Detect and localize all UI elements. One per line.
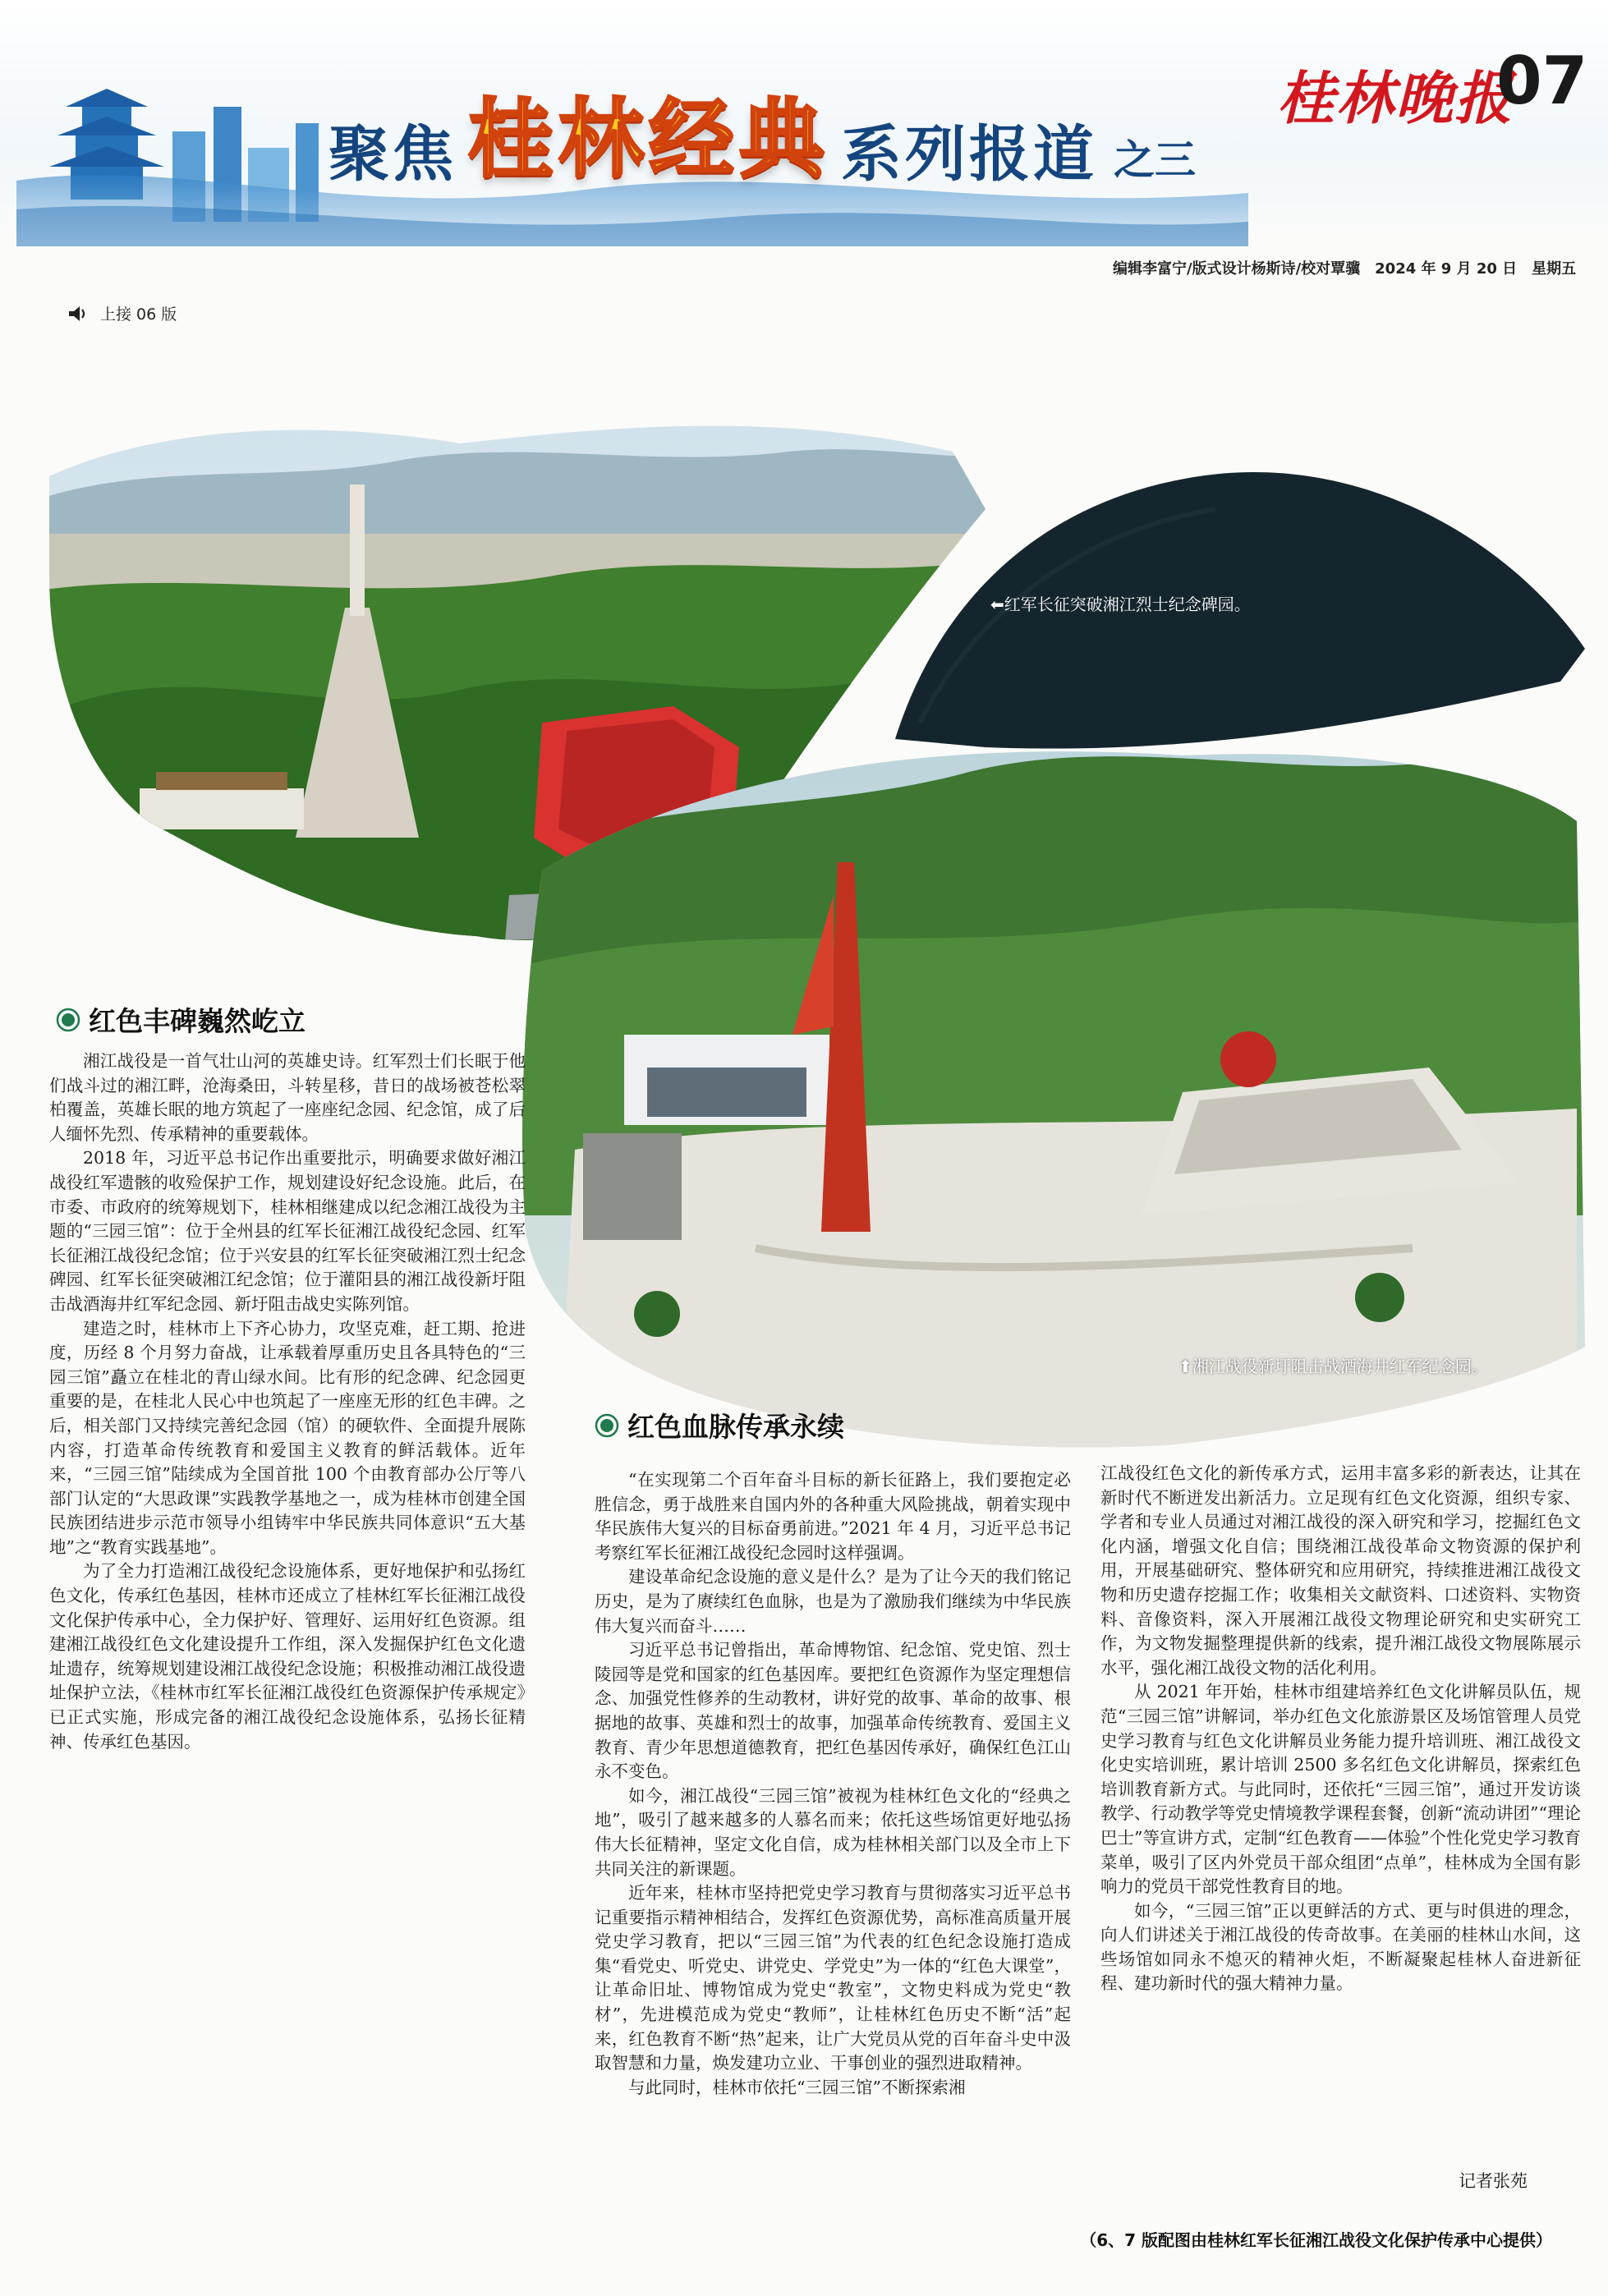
- title-keyword: 桂林经典: [468, 89, 830, 189]
- paragraph: 建设革命纪念设施的意义是什么？是为了让今天的我们铭记历史，是为了赓续红色血脉，也是为了激励我们继续为中华民族伟大复兴而奋斗……: [595, 1567, 1071, 1636]
- paragraph: 为了全力打造湘江战役纪念设施体系，更好地保护和弘扬红色文化，传承红色基因，桂林市还成立了桂林红军长征湘江战役文化保护传承中心，全力保护好、管理好、运用好红色资源。组建湘江战役红色文化建设提升工作组，深入发掘保护红色文化遗址遗存，统筹规划建设湘江战役纪念设施；积极推动湘江战役遗址保护立法，《桂林市红军长征湘江战役红色资源保护传承规定》已正式实施，形成完备的湘江战役纪念设施体系，弘扬长征精神、传承红色基因。: [49, 1561, 526, 1752]
- caption-memorial-park: ⬆湘江战役新圩阻击战酒海井红军纪念园。: [1178, 1357, 1488, 1376]
- paragraph: “在实现第二个百年奋斗目标的新长征路上，我们要抱定必胜信念，勇于战胜来自国内外的各种重大风险挑战，朝着实现中华民族伟大复兴的目标奋勇前进。”2021 年 4 月，习近平总书记考察红军长征湘江战役纪念园时这样强调。: [595, 1470, 1071, 1563]
- continued-from: [67, 302, 177, 324]
- newspaper-brand: 桂林晚报: [1277, 64, 1514, 132]
- paragraph: 建造之时，桂林市上下齐心协力，攻坚克难，赶工期、抢进度，历经 8 个月努力奋战，让承载着厚重历史且各具特色的“三园三馆”矗立在桂北的青山绿水间。比有形的纪念碑、纪念园更重要的是，在桂北人民心中也筑起了一座座无形的红色丰碑。之后，相关部门又持续完善纪念园（馆）的硬软件、全面提升展陈内容，打造革命传统教育和爱国主义教育的鲜活载体。近年来，“三园三馆”陆续成为全国首批 100 个由教育部办公厅等八部门认定的“大思政课”实践教学基地之一，成为桂林市创建全国民族团结进步示范市领导小组铸牢中华民族共同体意识“五大基地”之“教育实践基地”。: [49, 1318, 526, 1557]
- paragraph-continuation: 江战役红色文化的新传承方式，运用丰富多彩的新表达，让其在新时代不断迸发出新活力。立足现有红色文化资源，组织专家、学者和专业人员通过对湘江战役的深入研究和学习，挖掘红色文化内涵，增强文化自信；围绕湘江战役革命文物资源的保护利用，开展基础研究、整体研究和应用研究，持续推进湘江战役文物和历史遗存挖掘工作；收集相关文献资料、口述资料、实物资料、音像资料，深入开展湘江战役文物理论研究和史实研究工作，为文物发掘整理提供新的线索，提升湘江战役文物展陈展示水平，强化湘江战役文物的活化利用。: [1100, 1463, 1581, 1678]
- section-heading-2: [595, 1406, 844, 1444]
- caption-monument-park: ⬅红军长征突破湘江烈士纪念碑园。: [990, 595, 1251, 614]
- paragraph: 如今，湘江战役“三园三馆”被视为桂林红色文化的“经典之地”，吸引了越来越多的人慕名而来；依托这些场馆更好地弘扬伟大长征精神，坚定文化自信，成为桂林相关部门以及全市上下共同关注的新课题。: [595, 1785, 1071, 1879]
- paragraph: 习近平总书记曾指出，革命博物馆、纪念馆、党史馆、烈士陵园等是党和国家的红色基因库。要把红色资源作为坚定理想信念、加强党性修养的生动教材，讲好党的故事、革命的故事、根据地的故事、英雄和烈士的故事，加强革命传统教育、爱国主义教育、青少年思想道德教育，把红色基因传承好，确保红色江山永不变色。: [595, 1640, 1071, 1782]
- photo-credit-footer: （6、7 版配图由桂林红军长征湘江战役文化保护传承中心提供）: [1080, 2230, 1552, 2250]
- photo-jiuhaijing-memorial-park: [509, 723, 1593, 1462]
- title-installment: 之三: [1114, 136, 1197, 184]
- article-column-3: [1100, 1462, 1581, 1996]
- section-heading-1-text: 红色丰碑巍然屹立: [89, 1005, 306, 1037]
- paragraph: 2018 年，习近平总书记作出重要批示，明确要求做好湘江战役红军遗骸的收殓保护工作，规划建设好纪念设施。此后，在市委、市政府的统筹规划下，桂林相继建成以纪念湘江战役为主题的“三园三馆”：位于全州县的红军长征湘江战役纪念园、红军长征湘江战役纪念馆；位于兴安县的红军长征突破湘江烈士纪念碑园、红军长征突破湘江纪念馆；位于灌阳县的湘江战役新圩阻击战酒海井红军纪念园、新圩阻击战史实陈列馆。: [49, 1148, 526, 1314]
- reporter-byline: 记者张苑: [1459, 2171, 1528, 2191]
- section-heading-1: [56, 1000, 306, 1039]
- article-column-1: [49, 1049, 526, 1754]
- article-column-2: [595, 1468, 1071, 2100]
- editor-credits: 编辑李富宁/版式设计杨斯诗/校对覃骥 2024 年 9 月 20 日 星期五: [1113, 260, 1577, 278]
- continued-from-label: 上接 06 版: [100, 305, 177, 324]
- page-number: 07: [1496, 43, 1588, 119]
- bullet-icon: [595, 1413, 619, 1438]
- title-prefix: 聚焦: [328, 119, 457, 190]
- paragraph: 从 2021 年开始，桂林市组建培养红色文化讲解员队伍，规范“三园三馆”讲解词，举办红色文化旅游景区及场馆管理人员党史学习教育与红色文化讲解员业务能力提升培训班、湘江战役文化史实培训班，累计培训 2500 多名红色文化讲解员，探索红色培训教育新方式。与此同时，还依托“三园三馆”，通过开发访谈教学、行动教学等党史情境教学课程套餐，创新“流动讲团”“理论巴士”等宣讲方式，定制“红色教育——体验”个性化党史学习教育菜单，吸引了区内外党员干部众组团“点单”，桂林成为全国有影响力的党员干部党性教育目的地。: [1100, 1682, 1581, 1897]
- speaker-icon: [67, 305, 89, 323]
- paragraph: 如今，“三园三馆”正以更鲜活的方式、更与时俱进的理念，向人们讲述关于湘江战役的传奇故事。在美丽的桂林山水间，这些场馆如同永不熄灭的精神火炬，不断凝聚起桂林人奋进新征程、建功新时代的强大精神力量。: [1100, 1900, 1581, 1994]
- title-suffix: 系列报道: [841, 119, 1098, 190]
- paragraph: 湘江战役是一首气壮山河的英雄史诗。红军烈士们长眠于他们战斗过的湘江畔，沧海桑田，斗转星移，昔日的战场被苍松翠柏覆盖，英雄长眠的地方筑起了一座座纪念园、纪念馆，成了后人缅怀先烈、传承精神的重要载体。: [49, 1051, 526, 1144]
- section-heading-2-text: 红色血脉传承永续: [627, 1411, 844, 1443]
- paragraph: 与此同时，桂林市依托“三园三馆”不断探索湘: [628, 2077, 966, 2097]
- paragraph: 近年来，桂林市坚持把党史学习教育与贯彻落实习近平总书记重要指示精神相结合，发挥红色资源优势，高标准高质量开展党史学习教育，把以“三园三馆”为代表的红色纪念设施打造成集“看党史、听党史、讲党史、学党史”为一体的“红色大课堂”，让革命旧址、博物馆成为党史“教室”，文物史料成为党史“教材”，先进模范成为党史“教师”，让桂林红色历史不断“活”起来，红色教育不断“热”起来，让广大党员从党的百年奋斗史中汲取智慧和力量，焕发建功立业、干事创业的强烈进取精神。: [595, 1883, 1071, 2073]
- masthead-title: [328, 89, 1197, 193]
- bullet-icon: [56, 1008, 80, 1032]
